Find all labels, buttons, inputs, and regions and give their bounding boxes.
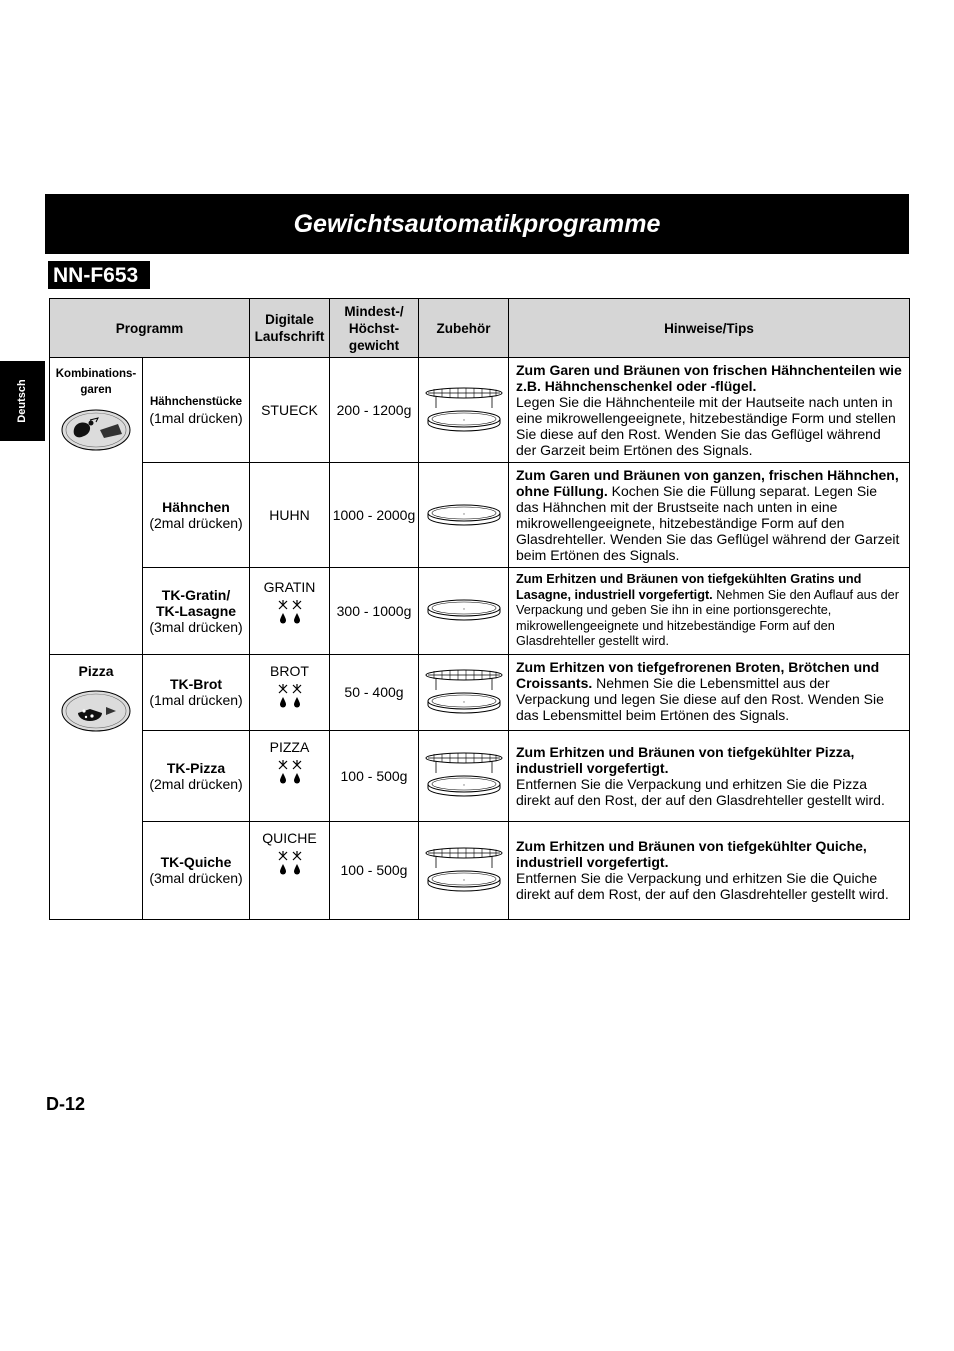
display-text: QUICHE [262,829,317,846]
program-name: TK-Gratin/ TK-Lasagne [155,586,237,619]
table-row [50,568,910,655]
tip-bold: Zum Garen und Bräunen von ganzen, frischen Hähnchen, ohne Füllung. [516,467,899,499]
display-cell [250,654,330,730]
header-accessory: Zubehör [419,299,509,358]
accessory-cell [419,654,509,730]
display-cell [250,568,330,655]
program-cell [143,358,250,463]
table-row [50,654,910,730]
program-name: Hähnchen [162,499,230,515]
weight-range: 1000 - 2000g [330,463,419,568]
header-weight: Mindest-/ Höchst-gewicht [330,299,419,358]
header-programm: Programm [50,299,250,358]
tip-text: Legen Sie die Hähnchenteile mit der Hautseite nach unten in eine mikrowellengeeignete, hitzebeständige Form und stellen Sie diese auf den Rost. Wenden Sie das Geflügel während der Garzeit beim Ertönen des Signals. [516,394,896,458]
display-cell [250,730,330,821]
program-cell [143,463,250,568]
group-name: Pizza [78,662,114,679]
grill-microwave-symbol-icon [277,760,303,784]
page-title: Gewichtsautomatikprogramme [293,209,661,238]
weight-range: 50 - 400g [330,654,419,730]
tip-bold: Zum Erhitzen und Bräunen von tiefgekühlter Quiche, industriell vorgefertigt. [516,838,867,870]
language-tab-label: Deutsch [16,379,28,423]
header-tips: Hinweise/Tips [509,299,910,358]
press-count: (1mal drücken) [149,410,243,426]
group-name: Kombinations-garen [55,368,137,396]
rack-turntable-icon [422,668,506,714]
program-name: Hähnchenstücke [149,396,243,408]
display-text: PIZZA [269,738,310,755]
turntable-icon [422,596,506,622]
tip-cell [509,463,910,568]
programs-table [49,298,910,920]
table-row [50,821,910,919]
weight-range: 100 - 500g [330,730,419,821]
accessory-cell [419,821,509,919]
press-count: (3mal drücken) [149,618,243,635]
table-header-row [50,299,910,358]
tip-bold: Zum Erhitzen und Bräunen von tiefgekühlten Gratins und Lasagne, industriell vorgefertigt. [516,572,862,602]
press-count: (3mal drücken) [149,870,243,886]
tip-text: Entfernen Sie die Verpackung und erhitzen Sie die Quiche direkt auf dem Rost, der auf den Glasdrehteller gestellt wird. [516,870,889,902]
accessory-cell [419,730,509,821]
accessory-cell [419,358,509,463]
weight-range: 200 - 1200g [330,358,419,463]
tip-bold: Zum Garen und Bräunen von frischen Hähnchenteilen wie z.B. Hähnchenschenkel oder -flügel. [516,362,902,394]
turntable-icon [422,501,506,527]
grill-microwave-symbol-icon [277,600,303,624]
press-count: (2mal drücken) [149,515,243,531]
program-cell [143,568,250,655]
press-count: (2mal drücken) [149,775,243,792]
weight-range: 300 - 1000g [330,568,419,655]
table-row [50,730,910,821]
table-row [50,463,910,568]
table-row [50,358,910,463]
model-label: NN-F653 [48,261,150,289]
grill-microwave-symbol-icon [277,851,303,875]
tip-cell [509,358,910,463]
tip-text: Nehmen Sie die Lebensmittel aus der Verpackung und legen Sie diese auf den Rost. Wenden Sie das Lebensmittel beim Ertönen des Signals. [516,674,884,723]
group-cell-pizza [50,654,143,919]
tip-text: Kochen Sie die Füllung separat. Legen Sie das Hähnchen mit der Brustseite nach unten in eine mikrowellengeeignete, hitzebeständige Form auf den Glasdrehteller. Wenden Sie das Geflügel während der Garzeit beim Ertönen des Signals. [516,483,900,563]
display-cell [250,821,330,919]
tip-cell [509,821,910,919]
rack-turntable-icon [422,386,506,432]
tip-cell [509,730,910,821]
display-text: HUHN [250,463,330,568]
program-name: TK-Brot [169,676,223,692]
display-text: GRATIN [263,579,316,595]
tip-cell [509,654,910,730]
tip-bold: Zum Erhitzen von tiefgefrorenen Broten, Brötchen und Croissants. [516,658,880,691]
weight-range: 100 - 500g [330,821,419,919]
program-cell [143,821,250,919]
rack-turntable-icon [422,846,506,892]
rack-turntable-icon [422,751,506,797]
accessory-cell [419,568,509,655]
tip-bold: Zum Erhitzen und Bräunen von tiefgekühlter Pizza, industriell vorgefertigt. [516,743,855,776]
page-number: D-12 [46,1094,86,1114]
chicken-icon [60,408,132,452]
pizza-icon [60,689,132,733]
program-name: TK-Pizza [166,759,226,776]
display-text: STUECK [250,358,330,463]
program-cell [143,654,250,730]
accessory-cell [419,463,509,568]
grill-microwave-symbol-icon [277,684,303,708]
display-text: BROT [270,662,309,679]
press-count: (1mal drücken) [149,692,243,708]
language-tab [0,361,45,441]
group-cell-kombination [50,358,143,655]
program-cell [143,730,250,821]
program-name: TK-Quiche [160,854,232,870]
title-bar [45,194,909,254]
header-display: Digitale Laufschrift [250,299,330,358]
tip-cell [509,568,910,655]
tip-text: Entfernen Sie die Verpackung und erhitzen Sie die Pizza direkt auf den Rost, der auf den Glasdrehteller gestellt wird. [516,775,885,808]
tip-text: Nehmen Sie den Auflauf aus der Verpackung und geben Sie ihn in eine portionsgerechte, mikrowellengeeignete und hitzebeständige Form auf den Glasdrehteller gestellt wird. [516,587,899,648]
